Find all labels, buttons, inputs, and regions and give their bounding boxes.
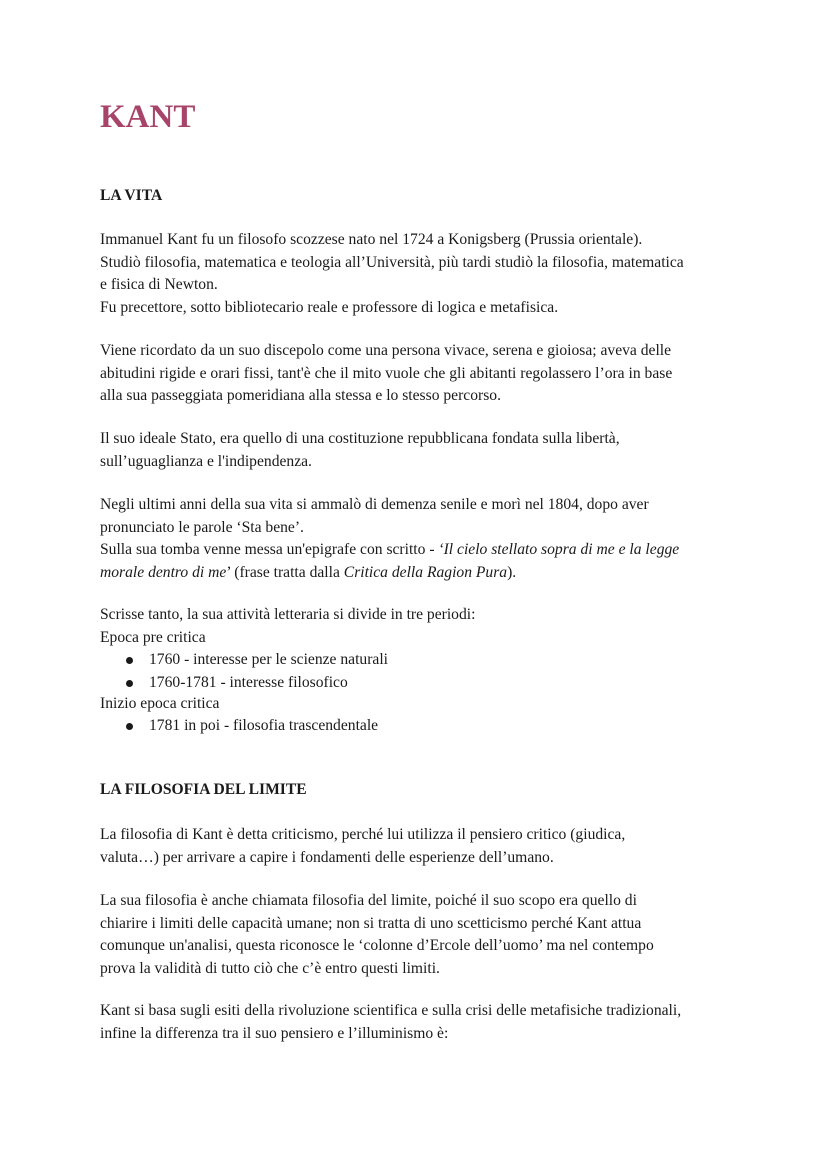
bullet-icon (126, 723, 133, 730)
text-line: Studiò filosofia, matematica e teologia all’Università, più tardi studiò la filosofia, matematica (100, 253, 684, 271)
text-line: prova la validità di tutto ciò che c’è entro questi limiti. (100, 959, 440, 977)
text-line (100, 539, 740, 562)
text-line: e fisica di Newton. (100, 276, 218, 293)
paragraph-vita-4 (100, 494, 740, 584)
book-title: Critica della Ragion Pura (343, 563, 508, 581)
page-title: KANT (100, 99, 196, 135)
periods-intro (100, 604, 740, 649)
text-line: Scrisse tanto, la sua attività letteraria si divide in tre periodi: (100, 606, 476, 623)
text-span: ). (507, 563, 517, 581)
epigraph-quote-end: morale dentro di me (100, 563, 227, 581)
list-item-text: 1760 - interesse per le scienze naturali (149, 651, 389, 668)
text-line: valuta…) per arrivare a capire i fondamenti delle esperienze dell’umano. (100, 848, 554, 866)
text-line: Il suo ideale Stato, era quello di una costituzione repubblicana fondata sulla libertà, (100, 430, 620, 447)
section-heading-filosofia-limite: LA FILOSOFIA DEL LIMITE (100, 781, 307, 798)
text-line: chiarire i limiti delle capacità umane; non si tratta di uno scetticismo perché Kant attua (100, 914, 642, 932)
text-line: pronunciato le parole ‘Sta bene’. (100, 518, 304, 536)
text-line: sull’uguaglianza e l'indipendenza. (100, 452, 312, 470)
bullet-icon (126, 657, 133, 664)
text-line: alla sua passeggiata pomeridiana alla stessa e lo stesso percorso. (100, 387, 501, 404)
text-line (100, 562, 740, 585)
period-label-pre-critica: Epoca pre critica (100, 628, 206, 646)
paragraph-vita-2 (100, 340, 740, 408)
text-line: comunque un'analisi, questa riconosce le ‘colonne d’Ercole dell’uomo’ ma nel contempo (100, 937, 654, 954)
text-line: Negli ultimi anni della sua vita si ammalò di demenza senile e morì nel 1804, dopo aver (100, 496, 649, 513)
paragraph-vita-3 (100, 428, 740, 473)
period-label-critica-wrap (100, 693, 740, 716)
paragraph-vita-1 (100, 229, 740, 319)
text-span: ’ (frase tratta dalla (226, 563, 344, 581)
text-line: La filosofia di Kant è detta criticismo, perché lui utilizza il pensiero critico (giudica, (100, 826, 626, 843)
text-line: infine la differenza tra il suo pensiero e l’illuminismo è: (100, 1024, 449, 1042)
text-line: Kant si basa sugli esiti della rivoluzione scientifica e sulla crisi delle metafisiche tradizionali, (100, 1002, 682, 1019)
period-list-critica (100, 715, 378, 738)
text-line: La sua filosofia è anche chiamata filosofia del limite, poiché il suo scopo era quello di (100, 892, 637, 909)
epigraph-quote: ‘Il cielo stellato sopra di me e la legge (438, 541, 680, 558)
list-item (100, 715, 378, 738)
paragraph-limite-3 (100, 1000, 740, 1045)
paragraph-limite-1 (100, 824, 740, 869)
list-item (100, 649, 388, 672)
period-list-pre-critica (100, 649, 388, 694)
text-line: Immanuel Kant fu un filosofo scozzese nato nel 1724 a Konigsberg (Prussia orientale). (100, 231, 643, 248)
list-item-text: 1781 in poi - filosofia trascendentale (149, 717, 379, 734)
text-line: Fu precettore, sotto bibliotecario reale e professore di logica e metafisica. (100, 298, 559, 316)
paragraph-limite-2 (100, 890, 740, 980)
text-line: Viene ricordato da un suo discepolo come una persona vivace, serena e gioiosa; aveva delle (100, 342, 672, 359)
list-item (100, 672, 388, 695)
bullet-icon (126, 680, 133, 687)
list-item-text: 1760-1781 - interesse filosofico (149, 673, 348, 691)
period-label-critica: Inizio epoca critica (100, 695, 220, 712)
text-span: Sulla sua tomba venne messa un'epigrafe con scritto - (100, 541, 439, 558)
section-heading-la-vita: LA VITA (100, 187, 163, 204)
text-line: abitudini rigide e orari fissi, tant'è che il mito vuole che gli abitanti regolassero l’ora in base (100, 364, 673, 382)
